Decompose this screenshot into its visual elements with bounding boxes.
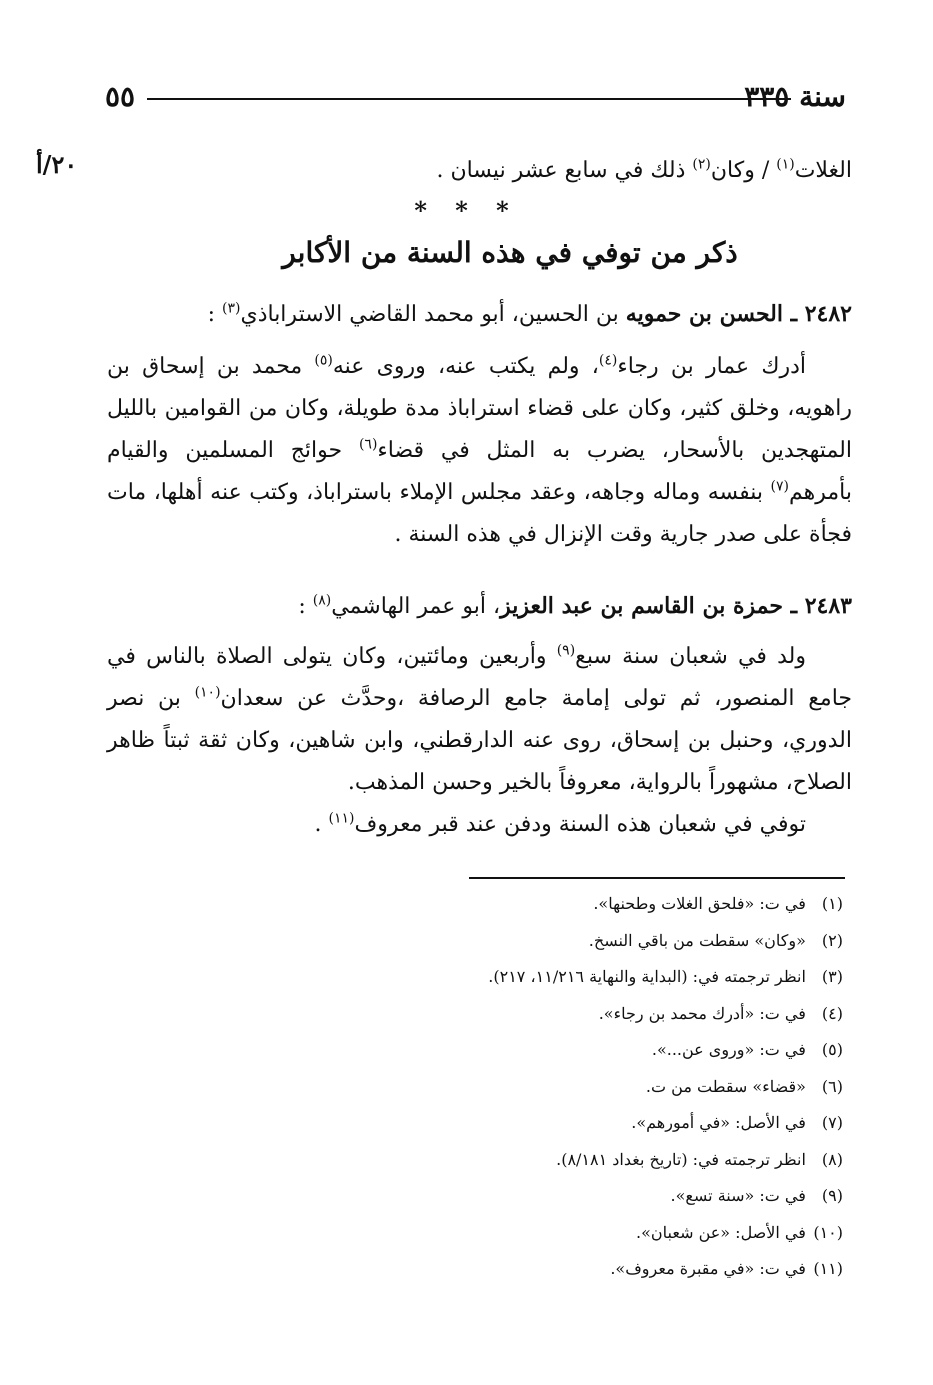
footnote-ref: (٦) — [358, 436, 378, 453]
footnote-item — [223, 1178, 843, 1215]
entry-name-rest: بن الحسين، أبو محمد القاضي الاستراباذي — [240, 302, 626, 327]
footnote-text: في ت: «أدرك محمد بن رجاء». — [598, 1003, 806, 1023]
footnote-number: (١) — [821, 894, 843, 913]
body-text: بن نصر الدوري، وحنبل بن إسحاق، روى عنه الدارقطني، وابن شاهين، وكان ثقة ثبتاً ظاهر الصلاح، مشهوراً بالرواية، معروفاً بالخير وحسن المذهب. — [107, 686, 852, 795]
footnote-ref: (١) — [776, 156, 795, 173]
footnote-item — [223, 1142, 843, 1179]
footnote-number: (٢) — [821, 930, 843, 950]
body-text: بنفسه وماله وجاهه، وعقد مجلس الإملاء باستراباذ، وكتب عنه أهلها، مات فجأة على صدر جارية وقت الإنزال في هذه السنة . — [107, 480, 852, 547]
footnote-item — [223, 1032, 843, 1069]
footnote-item — [223, 1251, 843, 1288]
footnote-text: في ت: «في مقبرة معروف». — [610, 1259, 806, 1278]
body-text: توفي في شعبان هذه السنة ودفن عند قبر معروف — [354, 812, 806, 837]
footnote-text: «وكان» سقطت من باقي النسخ. — [588, 930, 806, 950]
page-number: ٥٥ — [105, 80, 136, 113]
entry-body-2482 — [107, 346, 852, 556]
body-text: محمد بن إسحاق بن راهويه، وخلق كثير، وكان على قضاء استراباذ مدة طويلة، وكان من القوامين بالليل المتهجدين بالأسحار، يضرب به المثل في قضاء — [107, 354, 852, 463]
footnote-number: (٨) — [821, 1149, 843, 1169]
footnote-ref: (٥) — [314, 352, 333, 369]
intro-line — [82, 150, 852, 192]
footnote-ref: (١٠) — [194, 684, 221, 701]
body-text: حوائج المسلمين والقيام بأمرهم — [107, 438, 852, 505]
footnote-number: (٤) — [821, 1003, 843, 1023]
footnote-item — [223, 996, 843, 1033]
entry-heading-tail: : — [298, 594, 313, 619]
entry-body-2483 — [107, 636, 852, 846]
intro-text: الغلات — [794, 158, 852, 183]
footnote-number: (١١) — [813, 1259, 843, 1278]
body-text: ، ولم يكتب عنه، وروى عنه — [332, 354, 599, 379]
entry-heading-tail: : — [207, 302, 222, 327]
footnote-text: في الأصل: «في أمورهم». — [631, 1113, 806, 1132]
footnote-item — [223, 923, 843, 960]
footnote-text: في الأصل: «عن شعبان». — [636, 1222, 806, 1242]
section-title: ذكر من توفي في هذه السنة من الأكابر — [282, 236, 738, 269]
footnote-ref: (٨) — [312, 592, 332, 609]
footnote-rule — [469, 877, 845, 879]
footnote-text: في ت: «فلحق الغلات وطحنها». — [593, 894, 806, 913]
footnote-number: (١٠) — [813, 1222, 843, 1242]
intro-text: / وكان — [710, 158, 777, 183]
footnote-number: (٥) — [821, 1040, 843, 1059]
entry-heading-2482 — [82, 293, 852, 336]
paragraph — [107, 804, 852, 846]
footnote-ref: (٣) — [222, 300, 241, 317]
entry-name: ٢٤٨٣ ـ حمزة بن القاسم بن عبد العزيز — [500, 593, 852, 619]
footnote-item — [223, 1215, 843, 1252]
footnote-text: في ت: «سنة تسع». — [670, 1186, 806, 1205]
footnote-item — [223, 959, 843, 996]
footnote-text: في ت: «وروى عن...». — [651, 1040, 806, 1059]
paragraph — [107, 346, 852, 556]
footnote-item — [223, 1105, 843, 1142]
footnote-text: انظر ترجمته في: (البداية والنهاية ١١/٢١٦، ٢١٧). — [488, 967, 806, 986]
footnote-ref: (٢) — [692, 156, 711, 173]
header-rule — [147, 98, 791, 100]
body-text: أدرك عمار بن رجاء — [617, 354, 807, 379]
footnote-text: انظر ترجمته في: (تاريخ بغداد ٨/١٨١). — [556, 1149, 806, 1169]
footnote-number: (٧) — [821, 1113, 843, 1132]
section-separator: * * * — [414, 196, 519, 225]
entry-name-rest: ، أبو عمر الهاشمي — [331, 594, 501, 619]
entry-heading-2483 — [82, 585, 852, 628]
footnote-ref: (٧) — [770, 478, 789, 495]
footnote-number: (٩) — [821, 1186, 843, 1205]
footnotes-list — [223, 886, 843, 1288]
body-text: . — [314, 812, 329, 837]
footnote-ref: (٩) — [556, 642, 576, 659]
body-text: وأربعين ومائتين، وكان يتولى الصلاة بالناس في جامع المنصور، ثم تولى إمامة جامع الرصافة ،وحدَّث عن سعدان — [107, 644, 852, 711]
footnote-item — [223, 1069, 843, 1106]
margin-folio-reference: ٢٠/أ — [36, 150, 78, 179]
running-header-year: سنة ٣٣٥ — [744, 80, 846, 113]
paragraph — [107, 636, 852, 804]
body-text: ولد في شعبان سنة سبع — [575, 644, 806, 669]
footnote-item — [223, 886, 843, 923]
intro-text: ذلك في سابع عشر نيسان . — [436, 158, 693, 183]
entry-name: ٢٤٨٢ ـ الحسن بن حمويه — [625, 301, 852, 327]
footnote-ref: (٤) — [598, 352, 618, 369]
footnote-number: (٣) — [821, 967, 843, 986]
footnote-ref: (١١) — [328, 810, 355, 827]
footnote-text: «قضاء» سقطت من ت. — [645, 1076, 806, 1096]
footnote-number: (٦) — [821, 1076, 843, 1096]
